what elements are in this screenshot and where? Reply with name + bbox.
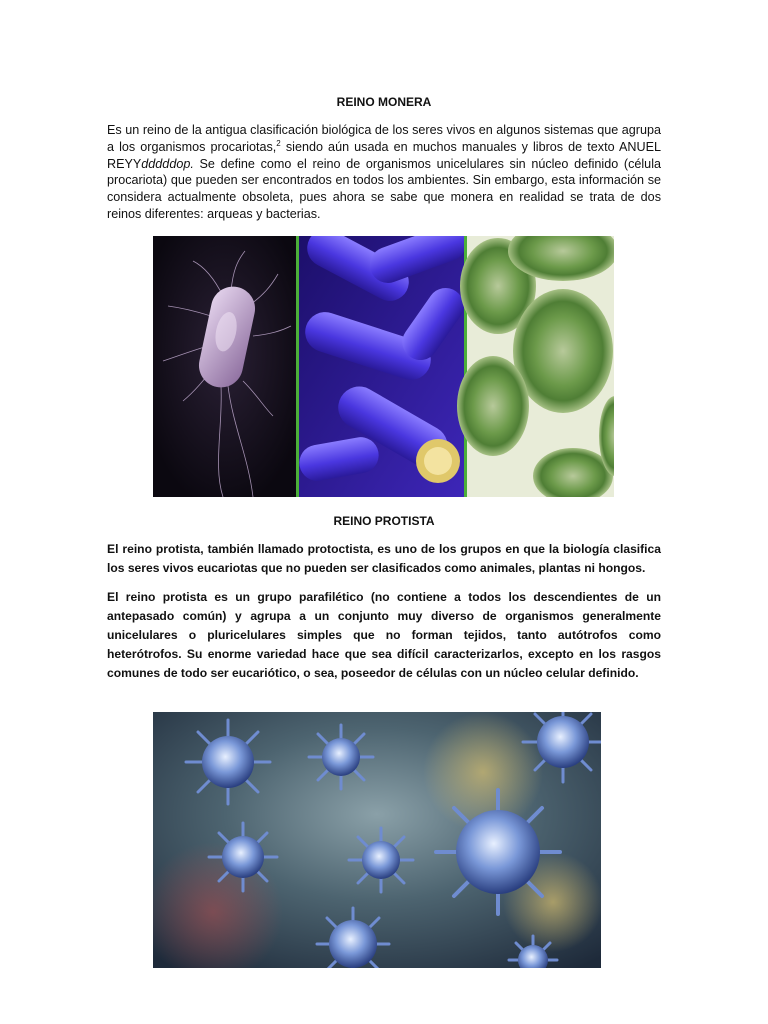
- paragraph-monera: [107, 122, 661, 223]
- bacillus-panel: [153, 236, 296, 497]
- monera-text-italic: dddddop.: [141, 156, 194, 171]
- monera-text-b: siendo aún usada en muchos manuales y libros de texto ANUEL REYY: [107, 139, 661, 171]
- heading-reino-protista: REINO PROTISTA: [333, 514, 435, 528]
- cyanobacteria-panel: [457, 236, 614, 497]
- heading-reino-monera: REINO MONERA: [336, 95, 432, 109]
- monera-text-a: Es un reino de la antigua clasificación biológica de los seres vivos en algunos sistemas que agrupa a los organismos procariotas,: [107, 123, 661, 154]
- paragraph-protista-1: El reino protista, también llamado protoctista, es uno de los grupos en que la biología clasifica los seres vivos eucariotas que no pueden ser clasificados como animales, plantas ni hongos.: [107, 542, 661, 575]
- paragraph-protista-2: El reino protista es un grupo parafilético (no contiene a todos los descendientes de un antepasado común) y agrupa a un conjunto muy diverso de organismos generalmente unicelulares o pluricelulares simples que no forman tejidos, tanto autótrofos como heterótrofos. Su enorme variedad hace que sea difícil caracterizarlos, excepto en los rasgos comunes de todo ser eucariótico, o sea, poseedor de células con un núcleo celular definido.: [107, 590, 661, 680]
- monera-text-c: Se define como el reino de organismos unicelulares sin núcleo definido (célula procariota) que pueden ser encontrados en todos los ambientes. Sin embargo, esta información se considera actualmente obsoleta, pues ahora se sabe que monera en realidad se trata de dos reinos diferentes: arqueas y bacterias.: [107, 156, 661, 221]
- rod-bacteria-panel: [296, 236, 471, 497]
- protist-image: [153, 712, 601, 968]
- footnote-ref: 2: [276, 138, 281, 148]
- bacteria-composite-image: [153, 236, 614, 497]
